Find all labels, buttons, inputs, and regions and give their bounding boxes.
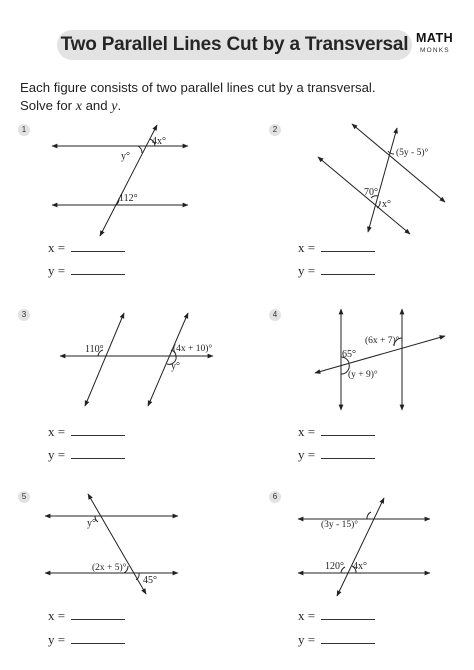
angle-label-2-5y: (5y - 5)° (396, 148, 429, 158)
answer-y-6[interactable] (298, 632, 375, 648)
answer-y-label: y = (48, 263, 66, 278)
instructions-and: and (81, 98, 112, 113)
answer-x-label: x = (48, 424, 66, 439)
answer-blank[interactable] (71, 434, 125, 436)
instructions-line-1: Each figure consists of two parallel lines cut by a transversal. (20, 80, 376, 95)
figure-5 (45, 494, 178, 594)
problem-number-5: 5 (18, 491, 30, 503)
logo-sub-text: MONKS (420, 47, 450, 54)
parallel-line-3b (148, 313, 188, 406)
angle-label-6-120: 120° (325, 561, 344, 572)
figure-2 (318, 124, 445, 234)
answer-blank[interactable] (321, 434, 375, 436)
problem-number-3: 3 (18, 309, 30, 321)
answer-y-4[interactable] (298, 447, 375, 463)
answer-x-1[interactable] (48, 240, 125, 256)
angle-label-5-2x: (2x + 5)° (92, 563, 127, 573)
instructions-prefix: Solve for (20, 98, 76, 113)
transversal-2 (368, 128, 397, 232)
angle-label-1-112: 112° (119, 193, 138, 204)
answer-x-label: x = (298, 424, 316, 439)
angle-arc-6a (367, 512, 371, 519)
answer-blank[interactable] (321, 618, 375, 620)
angle-arc-2a (388, 151, 394, 154)
figure-4 (315, 309, 445, 410)
page-title: Two Parallel Lines Cut by a Transversal (60, 34, 409, 55)
answer-y-5[interactable] (48, 632, 125, 648)
angle-label-4-6x: (6x + 7)° (365, 336, 400, 346)
angle-label-5-45: 45° (143, 575, 157, 586)
answer-blank[interactable] (71, 642, 125, 644)
answer-blank[interactable] (321, 642, 375, 644)
transversal-1 (100, 125, 157, 236)
figure-3 (60, 313, 213, 406)
answer-x-3[interactable] (48, 424, 125, 440)
answer-blank[interactable] (71, 457, 125, 459)
logo-main-text: MATH (416, 31, 454, 45)
angle-label-1-4x: 4x° (152, 136, 166, 147)
answer-x-6[interactable] (298, 608, 375, 624)
answer-blank[interactable] (321, 273, 375, 275)
var-y: y (111, 99, 118, 114)
problem-number-6: 6 (269, 491, 281, 503)
angle-label-4-65: 65° (342, 349, 356, 360)
answer-y-label: y = (298, 632, 316, 647)
angle-label-6-3y: (3y - 15)° (321, 520, 359, 530)
angle-arc-5c (136, 573, 139, 580)
answer-x-label: x = (298, 240, 316, 255)
answer-y-label: y = (48, 632, 66, 647)
answer-y-label: y = (48, 447, 66, 462)
transversal-6 (337, 498, 384, 596)
answer-x-label: x = (48, 608, 66, 623)
answer-blank[interactable] (321, 250, 375, 252)
angle-arc-1b (138, 146, 142, 153)
answer-x-5[interactable] (48, 608, 125, 624)
answer-blank[interactable] (71, 273, 125, 275)
angle-label-4-y: (y + 9)° (348, 370, 378, 380)
angle-label-6-4x: 4x° (353, 561, 367, 572)
figure-1 (52, 125, 188, 236)
angle-label-2-x: x° (382, 199, 391, 210)
var-x: x (75, 99, 82, 114)
problem-number-2: 2 (269, 124, 281, 136)
answer-y-3[interactable] (48, 447, 125, 463)
figure-6 (298, 498, 430, 596)
answer-x-2[interactable] (298, 240, 375, 256)
problem-number-4: 4 (269, 309, 281, 321)
answer-y-label: y = (298, 263, 316, 278)
answer-x-label: x = (48, 240, 66, 255)
answer-x-4[interactable] (298, 424, 375, 440)
answer-blank[interactable] (321, 457, 375, 459)
angle-label-3-4x: (4x + 10)° (173, 344, 213, 354)
answer-blank[interactable] (71, 250, 125, 252)
answer-x-label: x = (298, 608, 316, 623)
answer-y-label: y = (298, 447, 316, 462)
angle-label-5-y: y° (87, 518, 96, 529)
answer-y-2[interactable] (298, 263, 375, 279)
instructions-period: . (117, 98, 122, 113)
answer-y-1[interactable] (48, 263, 125, 279)
angle-label-3-110: 110° (85, 344, 104, 355)
problem-number-1: 1 (18, 124, 30, 136)
angle-label-2-70: 70° (364, 187, 378, 198)
answer-blank[interactable] (71, 618, 125, 620)
angle-label-3-y: y° (171, 361, 180, 372)
parallel-line-3a (85, 313, 124, 406)
angle-label-1-y: y° (121, 151, 130, 162)
